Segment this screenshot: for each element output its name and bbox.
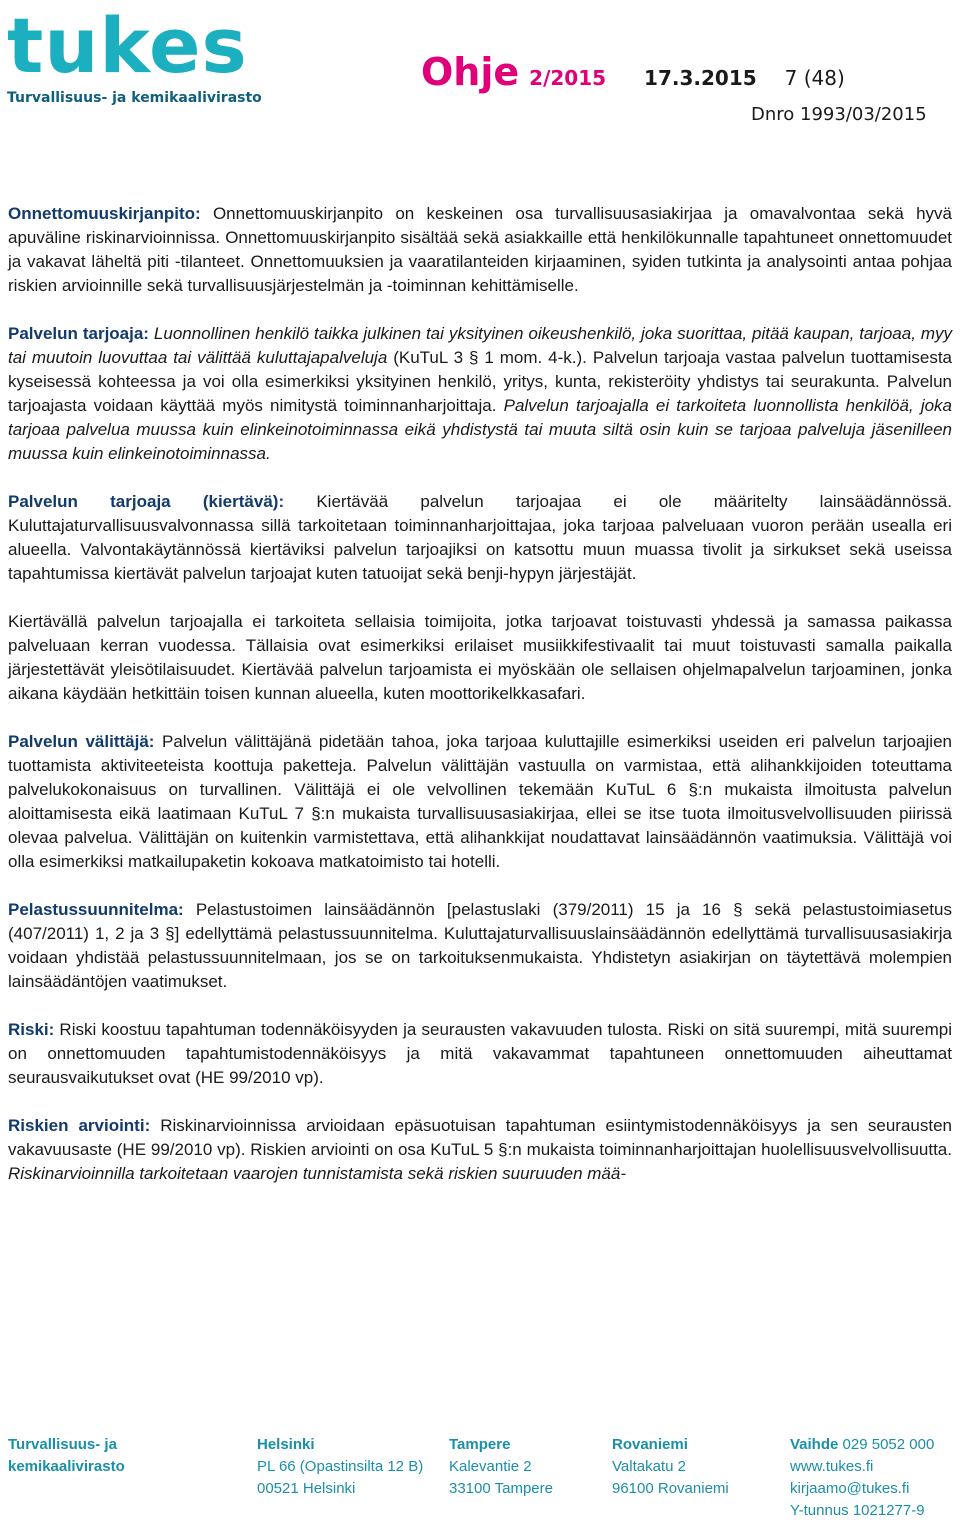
- footer-tampere: [449, 1434, 553, 1500]
- page-footer: [8, 1434, 952, 1519]
- definition-text: (KuTuL 3 § 1 mom. 4-k.). Palvelun tarjoaja vastaa palvelun tuottamisesta kyseisessä kohteessa ja voi olla esimerkiksi yksityinen henkilö, yritys, kunta, rekisteröity yhdistys tai seurakunta. Palvelun tarjoajasta voidaan käyttää myös nimitystä toiminnanharjoittaja.: [8, 348, 953, 415]
- footer-helsinki: [257, 1434, 423, 1500]
- footer-city: Rovaniemi: [612, 1436, 688, 1453]
- definition-text: Palvelun välittäjänä pidetään tahoa, joka tarjoaa kuluttajille esimerkiksi useiden eri palvelun tarjoajien tuottamista aktiviteeteista koottuja paketteja. Palvelun välittäjän vastuulla on varmistaa, että alihankkijoiden toteuttama palvelukokonaisuus on turvallinen. Välittäjä ei ole velvollinen tekemään KuTuL 6 §:n mukaista ilmoitusta palvelun aloittamisesta eikä laatimaan KuTuL 7 §:n mukaista turvallisuusasiakirjaa, ellei se itse tuota ilmoitusvelvollisuuden piirissä olevaa palvelua. Välittäjän on kuitenkin varmistettava, että alihankkijat noudattavat lainsäädännön vaatimuksia. Välittäjä voi olla esimerkiksi matkailupaketin kokoava matkatoimisto tai hotelli.: [8, 732, 952, 871]
- definition-text: Onnettomuuskirjanpito on keskeinen osa turvallisuusasiakirjaa ja omavalvontaa sekä hyvä apuväline riskinarvioinnissa. Onnettomuuskirjanpito sisältää sekä asiakkaille että henkilökunnalle tapahtuneet onnettomuudet ja vakavat läheltä piti -tilanteet. Onnettomuuksien ja vaaratilanteiden kirjaaminen, syiden tutkinta ja analysointi antaa pohjaa riskien arvioinnille sekä turvallisuusjärjestelmän ja -toiminnan kehittämiselle.: [8, 204, 952, 295]
- definition-text: Kiertävää palvelun tarjoajaa ei ole määritelty lainsäädännössä. Kuluttajaturvallisuusvalvonnassa sillä tarkoitetaan toiminnanharjoittajaa, joka tarjoaa palveluaan vuoron perään usealla eri alueella. Valvontakäytännössä kiertäviksi palvelun tarjoajiksi on katsottu muun muassa tivolit ja sirkukset sekä useissa tapahtumissa kiertävät palvelun tarjoajat kuten tatuoijat sekä benji-hypyn järjestäjät.: [8, 492, 952, 583]
- agency-name: Turvallisuus- ja kemikaalivirasto: [7, 90, 262, 106]
- definition-onnettomuuskirjanpito: [8, 202, 952, 298]
- footer-address: Kalevantie 2: [449, 1458, 532, 1475]
- definition-term: Pelastussuunnitelma:: [8, 900, 184, 919]
- definition-term: Palvelun tarjoaja:: [8, 324, 149, 343]
- footer-phone-number: 029 5052 000: [842, 1436, 935, 1453]
- footer-postal: 96100 Rovaniemi: [612, 1480, 729, 1497]
- footer-address: Valtakatu 2: [612, 1458, 686, 1475]
- footer-business-id: Y-tunnus 1021277-9: [790, 1502, 925, 1519]
- definition-quote: Luonnollinen henkilö taikka julkinen tai yksityinen oikeushenkilö, joka suorittaa, pitää kaupan, tarjoaa, myy tai muutoin luovuttaa tai välittää kuluttajapalveluja: [8, 324, 953, 367]
- document-number: 2/2015: [529, 66, 607, 90]
- definition-term: Riskien arviointi:: [8, 1116, 151, 1135]
- footer-city: Helsinki: [257, 1436, 315, 1453]
- footer-phone: [790, 1434, 934, 1456]
- footer-agency-line2: kemikaalivirasto: [8, 1458, 125, 1475]
- document-info: [421, 50, 845, 94]
- footer-postal: 00521 Helsinki: [257, 1480, 356, 1497]
- footer-city: Tampere: [449, 1436, 511, 1453]
- document-body: [8, 202, 952, 1210]
- definition-quote: Palvelun tarjoajalla ei tarkoiteta luonnollista henkilöä, joka tarjoaa palvelua muussa kuin elinkeinotoiminnassa eikä yhdistystä tai muuta siltä osin kuin se tarjoaa palveluja jäsenilleen muussa kuin elinkeinotoiminnassa.: [8, 396, 953, 463]
- logo-wordmark: tukes: [7, 1, 248, 90]
- definition-text: Riskinarvioinnissa arvioidaan epäsuotuisan tapahtuman esiintymistodennäköisyys ja sen seurausten vakavuusaste (HE 99/2010 vp). Riskien arviointi on osa KuTuL 5 §:n mukaista toiminnanharjoittajan huolellisuusvelvollisuutta.: [8, 1116, 952, 1159]
- definition-term: Riski:: [8, 1020, 55, 1039]
- footer-address: PL 66 (Opastinsilta 12 B): [257, 1458, 424, 1475]
- definition-palvelun-tarjoaja: [8, 322, 952, 466]
- definition-text: Pelastustoimen lainsäädännön [pelastuslaki (379/2011) 15 ja 16 § sekä pelastustoimiasetus (407/2011) 1, 2 ja 3 §] edellyttämä pelastussuunnitelma. Kuluttajaturvallisuuslainsäädännön edellyttämä turvallisuusasiakirja voidaan yhdistää pelastussuunnitelmaan, jos se on tarkoituksenmukaista. Yhdistetyn asiakirjan on täytettävä molempien lainsäädäntöjen vaatimukset.: [8, 900, 952, 991]
- footer-phone-label: Vaihde: [790, 1436, 839, 1453]
- paragraph-text: Kiertävällä palvelun tarjoajalla ei tarkoiteta sellaisia toimijoita, jotka tarjoavat toistuvasti yhdessä ja samassa paikassa palveluaan kerran vuodessa. Tällaisia ovat esimerkiksi erilaiset musiikkifestivaalit tai muut toistuvasti samalla paikalla järjestettävät yleisötilaisuudet. Kiertävää palvelun tarjoamista ei myöskään ole sellaisen ohjelmapalvelun tarjoaminen, jonka aikana käydään hetkittäin toisen kunnan alueella, kuten moottorikelkkasafari.: [8, 612, 952, 703]
- definition-pelastussuunnitelma: [8, 898, 952, 994]
- definition-term: Palvelun tarjoaja (kiertävä):: [8, 492, 285, 511]
- document-type: Ohje: [421, 50, 520, 94]
- footer-rovaniemi: [612, 1434, 729, 1500]
- definition-text: Riski koostuu tapahtuman todennäköisyyden ja seurausten vakavuuden tulosta. Riski on sitä suurempi, mitä suurempi on onnettomuuden tapahtumistodennäköisyys ja mitä vakavammat tapahtuneen onnettomuuden aiheuttamat seurausvaikutukset ovat (HE 99/2010 vp).: [8, 1020, 952, 1087]
- page-number: 7 (48): [784, 66, 845, 90]
- record-number: Dnro 1993/03/2015: [751, 104, 927, 125]
- tukes-logo: [7, 1, 262, 106]
- definition-palvelun-tarjoaja-kiertava: [8, 490, 952, 586]
- footer-contact: [790, 1434, 934, 1522]
- page-header: [0, 0, 960, 140]
- footer-postal: 33100 Tampere: [449, 1480, 553, 1497]
- footer-agency-line1: Turvallisuus- ja: [8, 1436, 117, 1453]
- definition-riski: [8, 1018, 952, 1090]
- definition-quote: Riskinarvioinnilla tarkoitetaan vaarojen tunnistamista sekä riskien suuruuden mää-: [8, 1164, 626, 1183]
- definition-term: Onnettomuuskirjanpito:: [8, 204, 201, 223]
- footer-website-link[interactable]: www.tukes.fi: [790, 1458, 874, 1475]
- definition-riskien-arviointi: [8, 1114, 952, 1186]
- paragraph-kiertava-tarkennus: [8, 610, 952, 706]
- footer-agency: [8, 1434, 125, 1478]
- definition-term: Palvelun välittäjä:: [8, 732, 155, 751]
- definition-palvelun-valittaja: [8, 730, 952, 874]
- footer-email-link[interactable]: kirjaamo@tukes.fi: [790, 1480, 910, 1497]
- document-date: 17.3.2015: [644, 66, 757, 90]
